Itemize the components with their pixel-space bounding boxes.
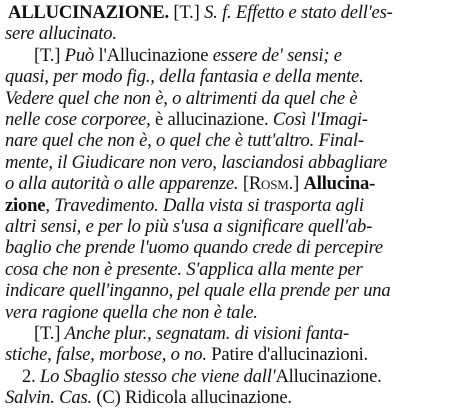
text-run: cosa che non è presente. S'applica alla mente per [5, 258, 363, 280]
entry-line-4 [5, 66, 364, 87]
entry-line-2 [5, 23, 117, 44]
text-run: Ridicola allucinazione. [125, 387, 292, 409]
entry-line-5 [5, 88, 358, 109]
text-run: stiche, false, morbose, o no. [5, 344, 212, 366]
text-run: 2. [22, 365, 40, 387]
text-run: Travedimento. Dalla vista si trasporta agli [54, 194, 364, 216]
entry-line-19 [5, 387, 292, 408]
text-run: Anche plur., segnatam. di visioni fanta- [64, 323, 349, 344]
text-run: baglio che prende l'uomo quando crede di percepire [5, 237, 383, 259]
text-run: [Rosm.] [242, 173, 304, 195]
text-run: (C) [96, 387, 126, 409]
entry-line-13 [5, 259, 363, 280]
text-run: ALLUCINAZIONE. [8, 2, 169, 23]
text-run: Allucinazione. [275, 365, 382, 387]
entry-line-17 [5, 344, 368, 365]
text-run: zione [5, 194, 46, 216]
text-run: vera ragione quella che non è tale. [5, 301, 258, 323]
text-run: Così l'Imagi- [272, 109, 368, 130]
entry-line-11 [5, 216, 372, 237]
text-run: Vedere quel che non è, o altrimenti da quel che è [5, 87, 358, 109]
text-run: indicare quell'inganno, pel quale ella prende per una [5, 280, 391, 302]
text-run: è allucinazione. [155, 109, 273, 130]
entry-line-3 [34, 45, 342, 66]
text-run: [T.] [168, 2, 205, 23]
text-run: , [45, 194, 55, 216]
text-run: mente, il Giudicare non vero, lasciandosi abbagliare [5, 151, 388, 173]
text-run: Può [64, 44, 99, 66]
text-run: Patire d'allucinazioni. [211, 344, 369, 366]
text-run: sere allucinato. [5, 23, 117, 45]
entry-line-7 [5, 130, 364, 151]
text-run: nare quel che non è, o quel che è tutt'altro. Final- [5, 130, 364, 152]
entry-line-15 [5, 302, 258, 323]
text-run: [T.] [34, 44, 65, 66]
text-run: l'Allucinazione [98, 44, 213, 66]
entry-line-18 [22, 366, 382, 387]
entry-line-1 [8, 2, 393, 23]
entry-line-6 [5, 109, 368, 130]
entry-line-9 [5, 173, 375, 194]
entry-line-12 [5, 237, 383, 258]
entry-line-8 [5, 152, 387, 173]
entry-line-16 [34, 323, 349, 344]
text-run: Salvin. Cas. [5, 387, 97, 409]
text-run: quasi, per modo fig., della fantasia e della mente. [5, 66, 364, 88]
entry-line-14 [5, 280, 391, 301]
text-run: [T.] [34, 323, 65, 344]
text-run: o alla autorità o alle apparenze. [5, 173, 243, 195]
text-run: S. f. Effetto e stato dell'es- [204, 2, 393, 23]
text-run: essere de' sensi; e [212, 44, 342, 66]
entry-line-10 [5, 195, 364, 216]
text-run: altri sensi, e per lo più s'usa a significare quell'ab- [5, 216, 373, 237]
text-run: nelle cose corporee, [5, 109, 155, 130]
text-run: Allucina- [303, 173, 376, 195]
text-run: Lo Sbaglio stesso che viene dall' [40, 365, 276, 387]
